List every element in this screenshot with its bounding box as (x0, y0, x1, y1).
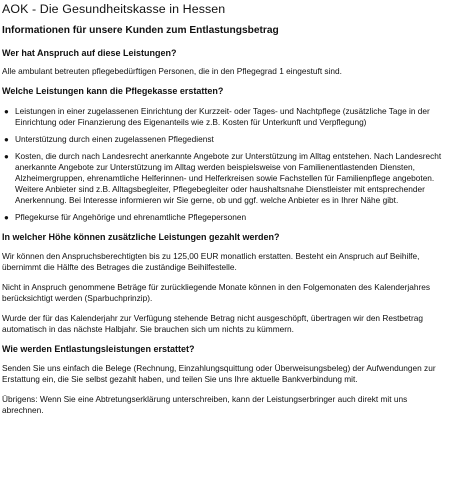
list-item (2, 151, 449, 206)
paragraph-amount: Wir können den Anspruchsberechtigten bis zu 125,00 EUR monatlich erstatten. Besteht ein Anspruch auf Beihilfe, übernimmt die Hälfte des Betrages die zuständige Beihilfestelle. (2, 251, 420, 272)
section-heading-amount: In welcher Höhe können zusätzliche Leistungen gezahlt werden? (2, 232, 280, 242)
section-heading-services: Welche Leistungen kann die Pflegekasse erstatten? (2, 86, 224, 96)
bullet-icon: ● (4, 152, 9, 161)
bullet-icon: ● (4, 107, 9, 116)
list-item-text: Pflegekurse für Angehörige und ehrenamtliche Pflegepersonen (15, 212, 247, 222)
bullet-icon: ● (4, 135, 9, 144)
list-item (2, 134, 449, 145)
list-item (2, 212, 449, 223)
list-item-text: Kosten, die durch nach Landesrecht anerkannte Angebote zur Unterstützung im Alltag entstehen. Nach Landesrecht anerkannte Angebote zur Unterstützung im Alltag werden beispielsweise von Familienentlastenden Diensten, Alzheimergruppen, ehrenamtliche Helferinnen- und Helferkreisen sowie Fachstellen für Familienpflege angeboten. Weitere Anbieter sind z.B. Alltagsbegleiter, Pflegebegleiter oder haushaltsnahe Dienstleister mit entsprechender Anerkennung. Bei Interesse informieren wir Sie gerne, ob und ggf. welche Anbieter es in Ihrer Nähe gibt. (15, 151, 442, 205)
list-item (2, 106, 449, 128)
paragraph-reimbursement: Senden Sie uns einfach die Belege (Rechnung, Einzahlungsquittung oder Überweisungsbeleg) der Aufwendungen zur Erstattung ein, die Sie selbst gezahlt haben, und teilen Sie uns Ihre aktuelle Bankverbindung mit. (2, 363, 436, 384)
section-heading-reimbursement: Wie werden Entlastungsleistungen erstattet? (2, 344, 195, 354)
bullet-icon: ● (4, 213, 9, 222)
paragraph-remaining: Wurde der für das Kalenderjahr zur Verfügung stehende Betrag nicht ausgeschöpft, übertragen wir den Restbetrag automatisch in das nächste Halbjahr. Sie brauchen sich um nichts zu kümmern. (2, 313, 423, 334)
services-list (2, 106, 449, 223)
document-title: AOK - Die Gesundheitskasse in Hessen (2, 2, 226, 16)
section-heading-entitlement: Wer hat Anspruch auf diese Leistungen? (2, 48, 177, 58)
list-item-text: Leistungen in einer zugelassenen Einrichtung der Kurzzeit- oder Tages- und Nachtpflege (zusätzliche Tage in der Einrichtung oder Finanzierung des Eigenanteils wie z.B. Kosten für Unterkunft und Verpflegung) (15, 106, 430, 127)
document-subtitle: Informationen für unsere Kunden zum Entlastungsbetrag (2, 25, 279, 36)
paragraph-assignment: Übrigens: Wenn Sie eine Abtretungserklärung unterschreiben, kann der Leistungserbringer auch direkt mit uns abrechnen. (2, 394, 408, 415)
list-item-text: Unterstützung durch einen zugelassenen Pflegedienst (15, 134, 214, 144)
paragraph-carryover: Nicht in Anspruch genommene Beträge für zurückliegende Monate können in den Folgemonaten des Kalenderjahres berücksichtigt werden (Sparbuchprinzip). (2, 282, 431, 303)
paragraph-entitlement: Alle ambulant betreuten pflegebedürftigen Personen, die in den Pflegegrad 1 eingestuft sind. (2, 66, 342, 76)
